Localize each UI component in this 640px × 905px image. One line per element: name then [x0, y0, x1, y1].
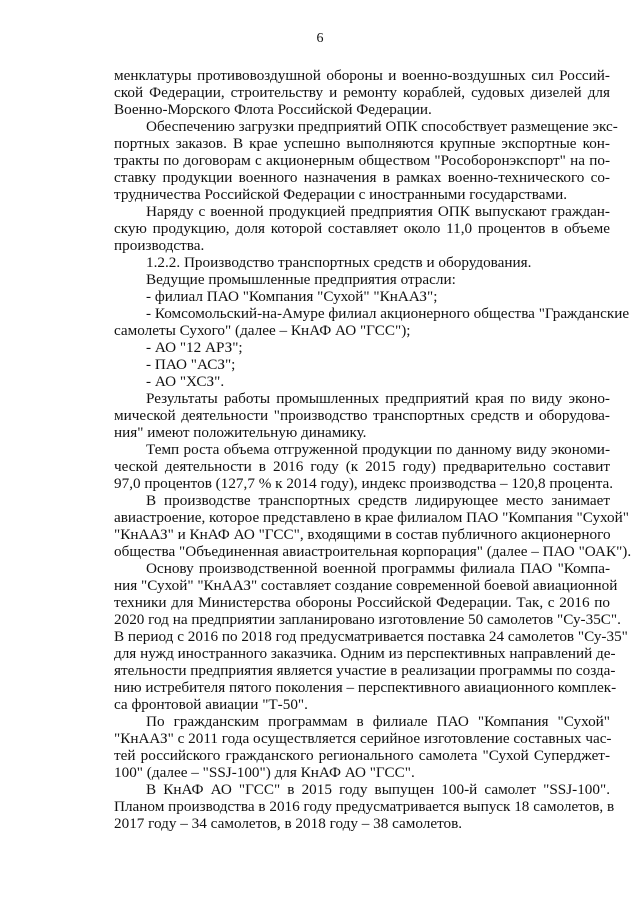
text-line: производства. [114, 237, 205, 254]
text-line: общества "Объединенная авиастроительная корпорация" (далее – ПАО "ОАК"). [114, 543, 632, 560]
text-line: В КнАФ АО "ГСС" в 2015 году выпущен 100-й самолет "SSJ-100". [146, 781, 610, 798]
text-line: са фронтовой авиации "Т-50". [114, 696, 308, 713]
text-line: В производстве транспортных средств лидирующее место занимает [146, 492, 610, 509]
text-line: тракты по договорам с акционерным обществом "Рособоронэкспорт" на по- [114, 152, 610, 169]
text-line: Результаты работы промышленных предприятий края по виду эконо- [146, 390, 610, 407]
text-line: техники для Министерства обороны Российской Федерации. Так, с 2016 по [114, 594, 610, 611]
text-line: ятельности предприятия является участие в реализации программы по созда- [114, 662, 616, 679]
text-line: - Комсомольский-на-Амуре филиал акционерного общества "Гражданские [146, 305, 630, 322]
text-line: ческой деятельности в 2016 году (к 2015 году) предварительно составит [114, 458, 610, 475]
text-line: "КнААЗ" с 2011 года осуществляется серийное изготовление составных час- [114, 730, 612, 747]
text-line: самолеты Сухого" (далее – КнАФ АО "ГСС"); [114, 322, 411, 339]
text-line: Обеспечению загрузки предприятий ОПК способствует размещение экс- [146, 118, 618, 135]
text-line: Темп роста объема отгруженной продукции по данному виду экономи- [146, 441, 610, 458]
text-line: 97,0 процентов (127,7 % к 2014 году), индекс производства – 120,8 процента. [114, 475, 614, 492]
text-line: "КнААЗ" и КнАФ АО "ГСС", входящими в состав публичного акционерного [114, 526, 611, 543]
text-line: портных заказов. В крае успешно выполняются крупные экспортные кон- [114, 135, 610, 152]
text-line: Ведущие промышленные предприятия отрасли: [146, 271, 456, 288]
text-line: - АО "ХСЗ". [146, 373, 225, 390]
text-line: - филиал ПАО "Компания "Сухой" "КнААЗ"; [146, 288, 438, 305]
text-line: 100" (далее – "SSJ-100") для КнАФ АО "ГСС". [114, 764, 415, 781]
text-line: - АО "12 АРЗ"; [146, 339, 243, 356]
text-line: 1.2.2. Производство транспортных средств и оборудования. [146, 254, 532, 271]
text-line: мической деятельности "производство транспортных средств и оборудова- [114, 407, 610, 424]
text-line: В период с 2016 по 2018 год предусматривается поставка 24 самолетов "Су-35" [114, 628, 628, 645]
text-line: трудничества Российской Федерации с иностранными государствами. [114, 186, 567, 203]
text-line: ставку продукции военного назначения в рамках военно-технического со- [114, 169, 610, 186]
text-line: Основу производственной военной программы филиала ПАО "Компа- [146, 560, 610, 577]
text-line: 2017 году – 34 самолетов, в 2018 году – 38 самолетов. [114, 815, 463, 832]
text-line: ния" имеют положительную динамику. [114, 424, 367, 441]
text-line: Военно-Морского Флота Российской Федерации. [114, 101, 432, 118]
text-line: для нужд иностранного заказчика. Одним из перспективных направлений де- [114, 645, 616, 662]
text-line: ской Федерации, строительству и ремонту кораблей, судовых дизелей для [114, 84, 610, 101]
text-line: - ПАО "АСЗ"; [146, 356, 236, 373]
text-line: ния "Сухой" "КнААЗ" составляет создание современной боевой авиационной [114, 577, 618, 594]
text-line: авиастроение, которое представлено в крае филиалом ПАО "Компания "Сухой" [114, 509, 629, 526]
text-line: скую продукцию, доля которой составляет около 11,0 процентов в объеме [114, 220, 610, 237]
text-line: 2020 год на предприятии запланировано изготовление 50 самолетов "Су-35С". [114, 611, 621, 628]
page-number: 6 [316, 31, 324, 46]
text-line: Наряду с военной продукцией предприятия ОПК выпускают граждан- [146, 203, 610, 220]
text-line: По гражданским программам в филиале ПАО "Компания "Сухой" [146, 713, 610, 730]
text-line: Планом производства в 2016 году предусматривается выпуск 18 самолетов, в [114, 798, 615, 815]
text-line: менклатуры противовоздушной обороны и военно-воздушных сил Россий- [114, 67, 610, 84]
text-line: тей российского гражданского регионального самолета "Сухой Суперджет- [114, 747, 610, 764]
text-line: нию истребителя пятого поколения – перспективного авиационного комплек- [114, 679, 617, 696]
